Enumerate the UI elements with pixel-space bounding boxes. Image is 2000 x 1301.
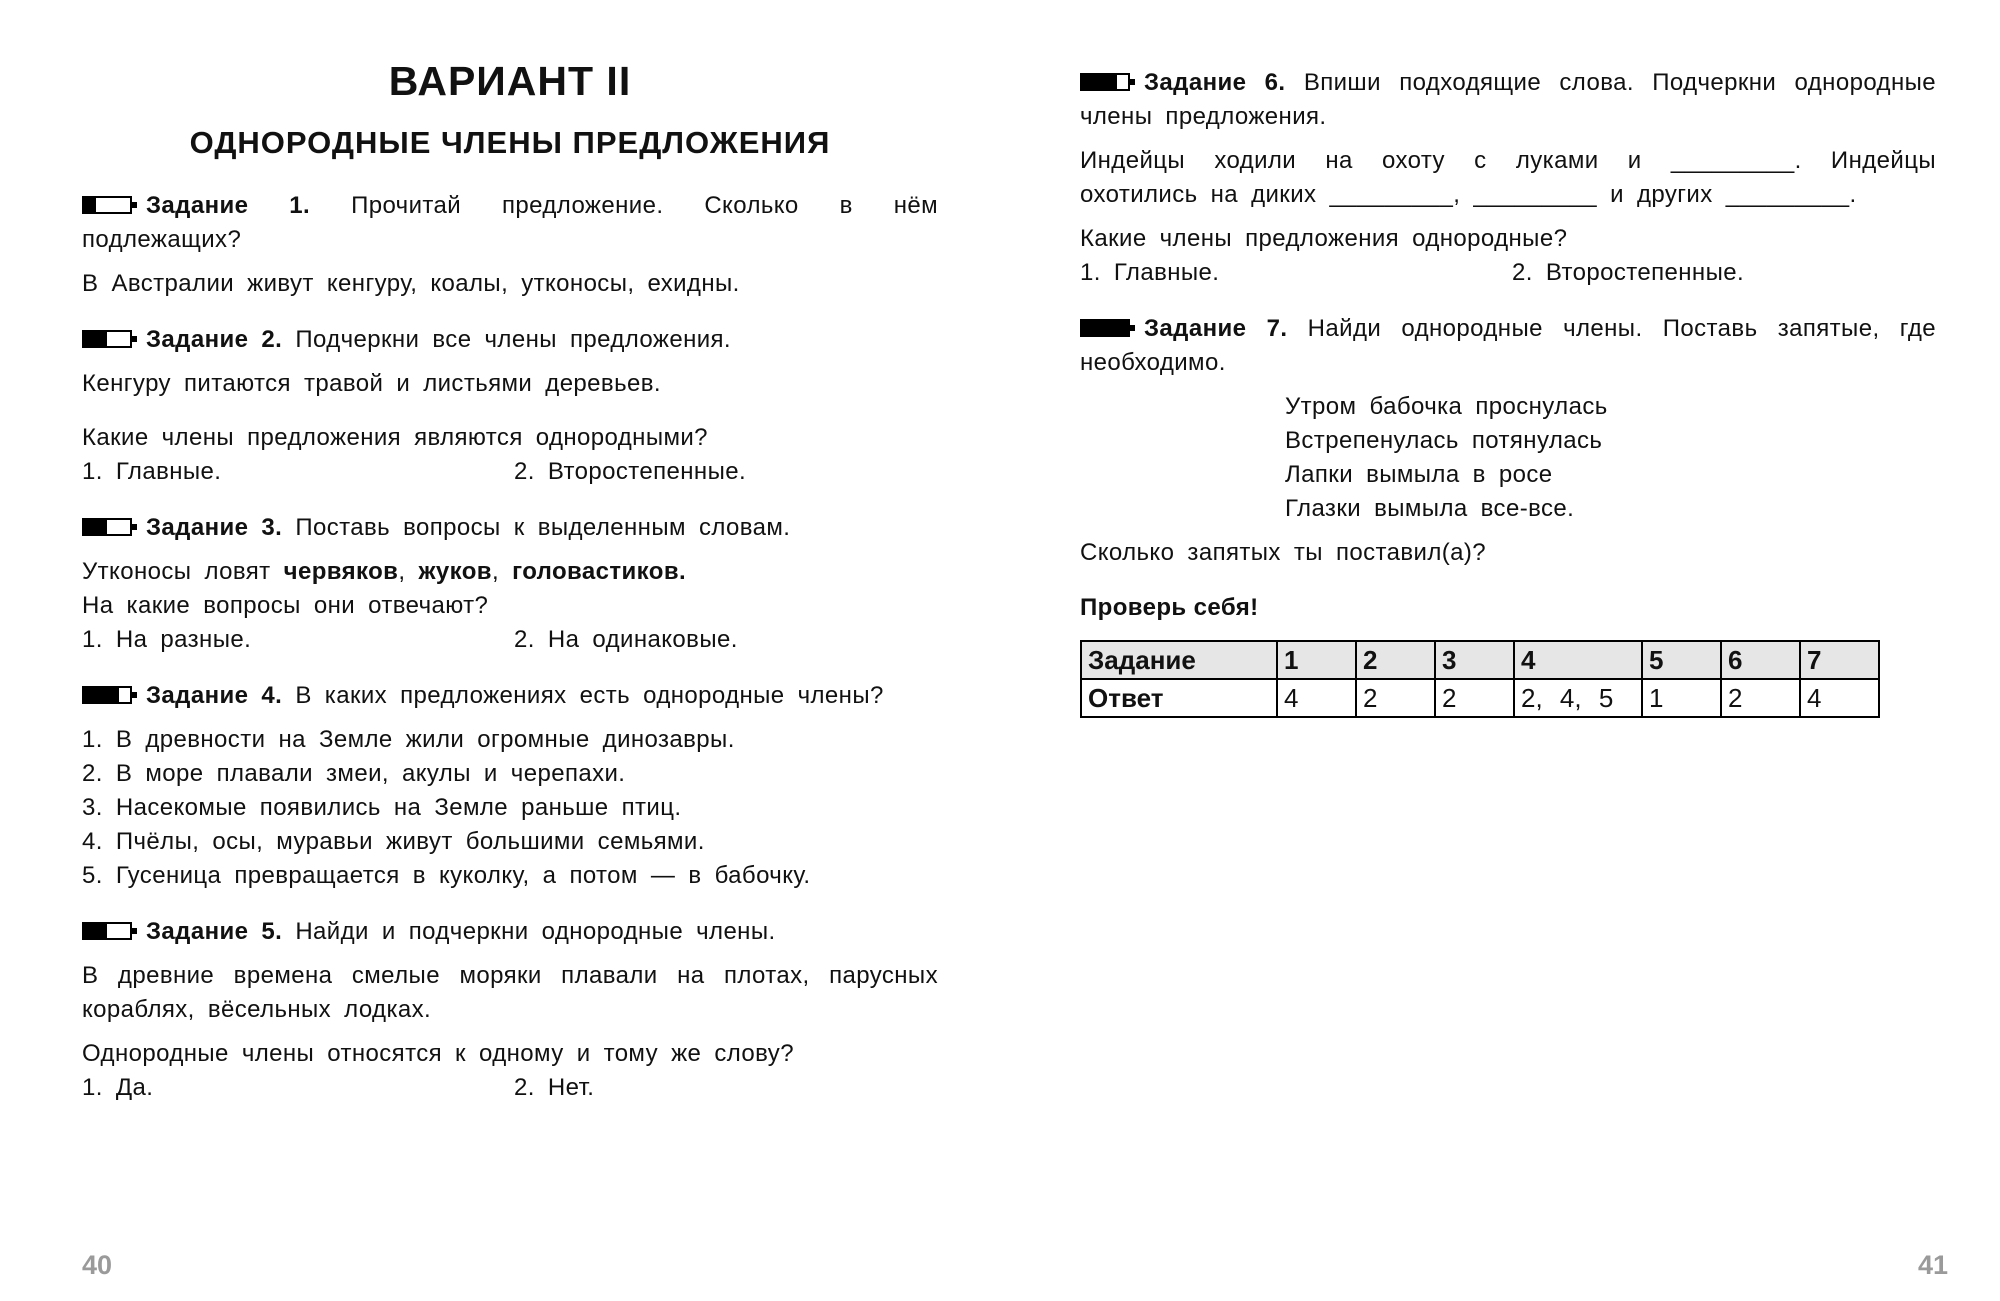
task-5-heading [82,915,938,949]
task-6-label: Задание 6. [1144,69,1286,96]
task-6-sentence: Индейцы ходили на охоту с луками и _________. Индейцы охотились на диких _________, _________ и других _________. [1080,147,1936,208]
task-1-heading [82,189,938,257]
answer-cell: 1 [1642,679,1721,717]
difficulty-battery-icon [82,330,132,348]
task-3-heading [82,511,938,545]
answers-table [1080,640,1880,718]
poem-line: Встрепенулась потянулась [1285,427,1603,454]
task-3-option-1: 1. На разные. [82,626,252,653]
page-number: 40 [82,1250,113,1280]
task-3-option-2: 2. На одинаковые. [514,626,738,653]
highlighted-word: червяков [283,558,399,585]
task-7-text: Найди однородные члены. Поставь запятые, где необходимо. [1080,315,1936,376]
task-4-heading [82,679,938,713]
task-2-question: Какие члены предложения являются однородными? [82,424,708,451]
task-number-cell: 7 [1800,641,1879,679]
task-3-label: Задание 3. [146,514,283,541]
task-1-label: Задание 1. [146,192,311,219]
difficulty-battery-icon [1080,73,1130,91]
task-number-cell: 4 [1514,641,1642,679]
list-item: 4. Пчёлы, осы, муравьи живут большими семьями. [82,828,705,855]
poem-line: Глазки вымыла все-все. [1285,495,1575,522]
right-page [1000,0,2000,1301]
task-4-text: В каких предложениях есть однородные члены? [295,682,884,709]
task-2-sentence: Кенгуру питаются травой и листьями деревьев. [82,370,661,397]
answers-row-label: Ответ [1081,679,1277,717]
answer-cell: 4 [1800,679,1879,717]
task-number-cell: 3 [1435,641,1514,679]
highlighted-word: головастиков. [512,558,687,585]
answer-cell: 2 [1356,679,1435,717]
task-2-option-1: 1. Главные. [82,458,222,485]
list-item: 2. В море плавали змеи, акулы и черепахи. [82,760,626,787]
difficulty-battery-icon [82,686,132,704]
task-number-cell: 5 [1642,641,1721,679]
left-page-content [82,58,938,1105]
answers-header-label: Задание [1081,641,1277,679]
task-2-option-2: 2. Второстепенные. [514,458,747,485]
task-5-question: Однородные члены относятся к одному и тому же слову? [82,1040,794,1067]
list-item: 5. Гусеница превращается в куколку, а потом — в бабочку. [82,862,811,889]
task-3-sentence: Утконосы ловят червяков, жуков, головастиков. [82,558,687,585]
task-7-heading [1080,312,1936,380]
task-2-options [82,455,938,489]
task-6-heading [1080,66,1936,134]
task-2-heading [82,323,938,357]
task-4-list [82,723,938,893]
difficulty-battery-icon [82,196,132,214]
task-2-text: Подчеркни все члены предложения. [295,326,731,353]
task-5-option-2: 2. Нет. [514,1074,595,1101]
task-2-label: Задание 2. [146,326,283,353]
variant-title: ВАРИАНТ II [388,58,632,104]
task-1-text: Прочитай предложение. Сколько в нём подлежащих? [82,192,938,253]
task-number-cell: 2 [1356,641,1435,679]
task-5-label: Задание 5. [146,918,283,945]
section-subtitle: ОДНОРОДНЫЕ ЧЛЕНЫ ПРЕДЛОЖЕНИЯ [189,125,831,160]
highlighted-word: жуков [418,558,492,585]
page-number: 41 [1918,1250,1949,1280]
answer-cell: 2 [1721,679,1800,717]
task-7-poem [1285,390,1936,526]
task-3-text: Поставь вопросы к выделенным словам. [295,514,791,541]
list-item: 3. Насекомые появились на Земле раньше птиц. [82,794,682,821]
difficulty-battery-icon [82,922,132,940]
task-3-options [82,623,938,657]
task-4-label: Задание 4. [146,682,283,709]
task-5-option-1: 1. Да. [82,1074,154,1101]
task-7-label: Задание 7. [1144,315,1288,342]
poem-line: Лапки вымыла в росе [1285,461,1553,488]
task-number-cell: 6 [1721,641,1800,679]
right-page-content [1080,66,1936,718]
difficulty-battery-icon [1080,319,1130,337]
task-5-text: Найди и подчеркни однородные члены. [295,918,776,945]
poem-line: Утром бабочка проснулась [1285,393,1608,420]
list-item: 1. В древности на Земле жили огромные динозавры. [82,726,735,753]
task-6-text: Впиши подходящие слова. Подчеркни однородные члены предложения. [1080,69,1936,130]
task-6-options [1080,256,1936,290]
check-yourself-heading: Проверь себя! [1080,594,1259,621]
answers-value-row [1081,679,1879,717]
answer-cell: 4 [1277,679,1356,717]
task-6-question: Какие члены предложения однородные? [1080,225,1568,252]
task-5-options [82,1071,938,1105]
task-3-question: На какие вопросы они отвечают? [82,592,489,619]
task-6-option-1: 1. Главные. [1080,259,1220,286]
answers-header-row [1081,641,1879,679]
task-5-sentence: В древние времена смелые моряки плавали на плотах, парусных кораблях, вёсельных лодках. [82,962,938,1023]
task-1-sentence: В Австралии живут кенгуру, коалы, утконосы, ехидны. [82,270,740,297]
answer-cell: 2, 4, 5 [1514,679,1642,717]
difficulty-battery-icon [82,518,132,536]
task-number-cell: 1 [1277,641,1356,679]
task-7-question: Сколько запятых ты поставил(а)? [1080,539,1487,566]
answer-cell: 2 [1435,679,1514,717]
task-6-option-2: 2. Второстепенные. [1512,259,1745,286]
